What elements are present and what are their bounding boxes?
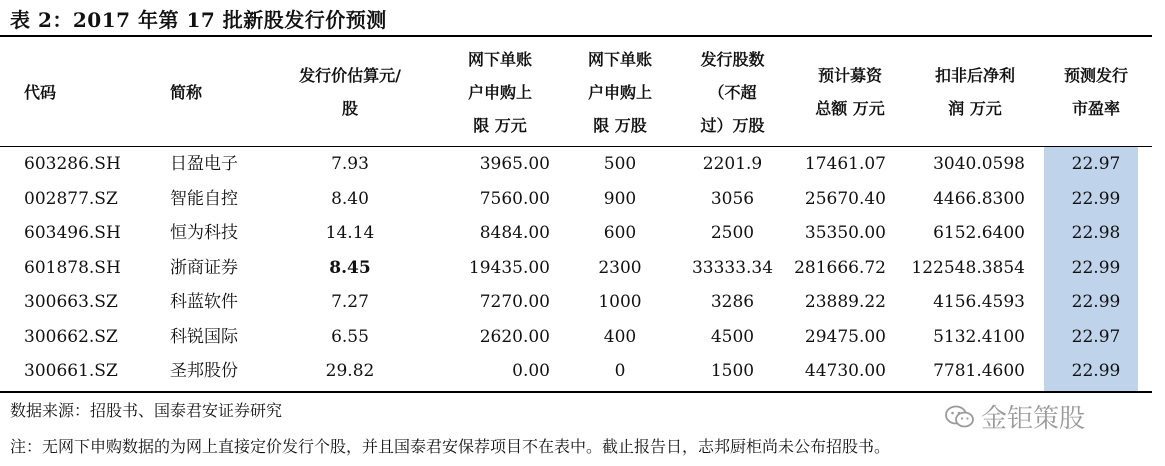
- limit-wy-cell: 8484.00: [479, 223, 550, 243]
- limit-wg-cell: 500: [603, 154, 637, 174]
- code-cell: 300663.SZ: [24, 292, 118, 312]
- limit-wy-cell: 0.00: [512, 361, 550, 381]
- limit-wg-cell: 900: [603, 188, 637, 209]
- code-cell: 601878.SH: [24, 257, 121, 278]
- raise-cell: 17461.07: [804, 154, 886, 174]
- shares-cell: 3056: [710, 188, 755, 209]
- name-cell: 恒为科技: [170, 223, 238, 243]
- code-cell: 300661.SZ: [24, 361, 118, 381]
- raise-cell: 44730.00: [804, 361, 886, 381]
- watermark-text: 金钜策股: [981, 404, 1086, 434]
- pe-cell: 22.97: [1071, 326, 1121, 347]
- price-cell: 7.27: [331, 292, 369, 312]
- name-cell: 科蓝软件: [170, 292, 238, 312]
- header-name: 简称: [170, 82, 203, 102]
- name-cell: 日盈电子: [170, 154, 238, 174]
- header-raise: 预计募资 总额 万元: [815, 66, 885, 118]
- code-cell: 603496.SH: [24, 223, 121, 243]
- header-limit-wan-gu: 网下单账 户申购上 限 万股: [587, 49, 652, 135]
- table-row: [0, 320, 1152, 355]
- header-shares: 发行股数 （不超 过）万股: [700, 49, 765, 135]
- table-bottom-rule: [0, 391, 1152, 393]
- raise-cell: 35350.00: [804, 223, 886, 243]
- header-price: 发行价估算元/ 股: [299, 66, 401, 118]
- shares-cell: 1500: [710, 361, 755, 381]
- shares-cell: 4500: [710, 326, 755, 347]
- profit-cell: 4466.8300: [933, 188, 1025, 209]
- table-row: [0, 182, 1152, 217]
- footnote: 注：无网下申购数据的为网上直接定价发行个股，并且国泰君安保荐项目不在表中。截止报告日，志邦厨柜尚未公布招股书。: [10, 437, 891, 456]
- profit-cell: 5132.4100: [933, 326, 1025, 347]
- watermark: [945, 398, 1085, 435]
- wechat-icon: [945, 404, 975, 430]
- pe-cell: 22.99: [1071, 361, 1121, 381]
- limit-wy-cell: 7270.00: [479, 292, 550, 312]
- name-cell: 圣邦股份: [170, 361, 238, 381]
- source-line: 数据来源：招股书、国泰君安证券研究: [10, 401, 283, 420]
- shares-cell: 2500: [710, 223, 755, 243]
- code-cell: 002877.SZ: [24, 188, 118, 209]
- limit-wg-cell: 0: [614, 361, 626, 381]
- raise-cell: 25670.40: [804, 188, 886, 209]
- raise-cell: 29475.00: [804, 326, 886, 347]
- profit-cell: 4156.4593: [933, 292, 1025, 312]
- shares-cell: 3286: [710, 292, 755, 312]
- limit-wy-cell: 19435.00: [468, 257, 550, 278]
- limit-wg-cell: 1000: [598, 292, 642, 312]
- limit-wy-cell: 7560.00: [479, 188, 550, 209]
- table-row: [0, 354, 1152, 389]
- table-row: [0, 285, 1152, 320]
- price-cell: 7.93: [331, 154, 369, 174]
- price-cell: 14.14: [325, 223, 375, 243]
- price-cell: 6.55: [331, 326, 369, 347]
- limit-wg-cell: 2300: [598, 257, 642, 278]
- price-cell: 29.82: [325, 361, 375, 381]
- limit-wy-cell: 2620.00: [479, 326, 550, 347]
- profit-cell: 7781.4600: [933, 361, 1025, 381]
- price-cell: 8.40: [331, 188, 369, 209]
- header-profit: 扣非后净利 润 万元: [934, 66, 1015, 118]
- profit-cell: 6152.6400: [933, 223, 1025, 243]
- table-title: 表 2：2017 年第 17 批新股发行价预测: [10, 8, 387, 32]
- profit-cell: 122548.3854: [911, 257, 1025, 278]
- limit-wy-cell: 3965.00: [479, 154, 550, 174]
- price-cell: 8.45: [329, 257, 371, 278]
- header-code: 代码: [24, 82, 57, 102]
- code-cell: 300662.SZ: [24, 326, 118, 347]
- pe-cell: 22.99: [1071, 292, 1121, 312]
- profit-cell: 3040.0598: [933, 154, 1025, 174]
- table-row: [0, 147, 1152, 182]
- code-cell: 603286.SH: [24, 154, 121, 174]
- pe-cell: 22.98: [1071, 223, 1121, 243]
- pe-cell: 22.99: [1071, 188, 1121, 209]
- header-pe: 预测发行 市盈率: [1063, 66, 1128, 118]
- name-cell: 浙商证券: [170, 257, 238, 278]
- shares-cell: 33333.34: [691, 257, 774, 278]
- header-limit-wan-yuan: 网下单账 户申购上 限 万元: [467, 49, 532, 135]
- raise-cell: 23889.22: [804, 292, 886, 312]
- table-row: [0, 251, 1152, 286]
- table-row: [0, 216, 1152, 251]
- limit-wg-cell: 400: [603, 326, 637, 347]
- name-cell: 科锐国际: [170, 326, 238, 347]
- pe-cell: 22.97: [1071, 154, 1121, 174]
- raise-cell: 281666.72: [794, 257, 886, 278]
- pe-cell: 22.99: [1071, 257, 1121, 278]
- name-cell: 智能自控: [170, 188, 238, 209]
- limit-wg-cell: 600: [603, 223, 637, 243]
- shares-cell: 2201.9: [702, 154, 763, 174]
- table-top-rule: [0, 35, 1152, 37]
